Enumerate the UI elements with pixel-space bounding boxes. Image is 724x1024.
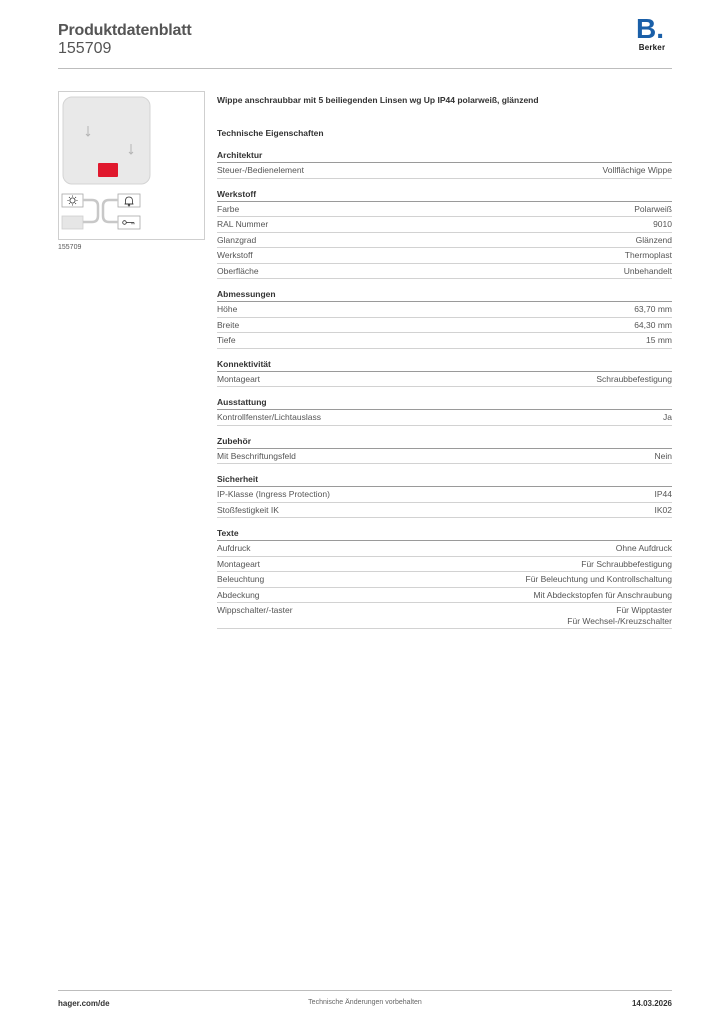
spec-value bbox=[534, 590, 672, 601]
spec-row bbox=[217, 264, 672, 280]
spec-value-line: Unbehandelt bbox=[623, 265, 672, 276]
section-heading: Werkstoff bbox=[217, 189, 672, 202]
lens-bell-option bbox=[118, 194, 140, 207]
spec-row bbox=[217, 503, 672, 519]
spec-row bbox=[217, 541, 672, 557]
spec-value bbox=[596, 374, 672, 385]
product-illustration bbox=[59, 92, 204, 239]
spec-value bbox=[567, 605, 672, 626]
page-header bbox=[58, 13, 672, 69]
spec-label: Wippschalter/-taster bbox=[217, 605, 293, 615]
spec-value-line: Polarweiß bbox=[634, 203, 672, 214]
spec-row bbox=[217, 318, 672, 334]
spec-value-line: Für Beleuchtung und Kontrollschaltung bbox=[525, 574, 672, 584]
section-heading: Sicherheit bbox=[217, 474, 672, 487]
spec-value bbox=[653, 219, 672, 230]
product-description: Wippe anschraubbar mit 5 beiliegenden Linsen wg Up IP44 polarweiß, glänzend bbox=[217, 95, 539, 105]
spec-row bbox=[217, 302, 672, 318]
spec-label: Beleuchtung bbox=[217, 574, 265, 584]
spec-label: Montageart bbox=[217, 373, 260, 384]
spec-section bbox=[217, 474, 672, 518]
spec-label: Farbe bbox=[217, 203, 240, 214]
spec-value bbox=[526, 574, 672, 585]
spec-label: Montageart bbox=[217, 558, 260, 569]
spec-row bbox=[217, 487, 672, 503]
spec-section bbox=[217, 189, 672, 280]
spec-label: IP-Klasse (Ingress Protection) bbox=[217, 489, 330, 499]
spec-value bbox=[624, 266, 672, 277]
spec-value bbox=[655, 489, 673, 500]
spec-value bbox=[634, 304, 672, 315]
spec-value bbox=[634, 320, 672, 331]
document-number: 155709 bbox=[58, 40, 112, 57]
logo-text: Berker bbox=[638, 43, 666, 52]
spec-value bbox=[663, 412, 672, 423]
spec-value-line: Für Wechsel-/Kreuzschalter bbox=[567, 615, 672, 626]
footer-website: hager.com/de bbox=[58, 999, 110, 1008]
spec-value-line: Für Schraubbefestigung bbox=[581, 558, 672, 569]
spec-value-line: Thermoplast bbox=[624, 250, 672, 260]
spec-value-line: IK02 bbox=[654, 504, 672, 515]
lens-connector bbox=[83, 200, 118, 222]
lens-options bbox=[62, 194, 140, 229]
section-heading: Texte bbox=[217, 528, 672, 541]
spec-value-line: 63,70 mm bbox=[634, 304, 672, 314]
spec-row bbox=[217, 233, 672, 249]
spec-section bbox=[217, 150, 672, 179]
logo-glyph: B. bbox=[636, 13, 664, 44]
spec-label: Oberfläche bbox=[217, 265, 259, 276]
product-image bbox=[58, 91, 205, 240]
spec-value bbox=[603, 165, 672, 176]
spec-value-line: Glänzend bbox=[635, 234, 672, 245]
spec-row bbox=[217, 603, 672, 629]
footer-date: 14.03.2026 bbox=[631, 999, 672, 1008]
section-heading: Abmessungen bbox=[217, 289, 672, 302]
spec-row bbox=[217, 588, 672, 604]
lens-blank-option bbox=[62, 216, 83, 229]
spec-label: Breite bbox=[217, 319, 240, 330]
spec-label: Kontrollfenster/Lichtauslass bbox=[217, 412, 321, 422]
spec-value-line: 15 mm bbox=[646, 335, 672, 345]
spec-section bbox=[217, 289, 672, 349]
spec-label: Glanzgrad bbox=[217, 234, 257, 245]
spec-label: RAL Nummer bbox=[217, 219, 269, 229]
spec-row bbox=[217, 217, 672, 233]
spec-row bbox=[217, 449, 672, 465]
spec-value-line: Nein bbox=[654, 450, 672, 461]
spec-label: Höhe bbox=[217, 304, 238, 314]
spec-label: Abdeckung bbox=[217, 589, 260, 600]
spec-value bbox=[625, 250, 672, 261]
spec-value-line: Ja bbox=[663, 412, 672, 422]
spec-section bbox=[217, 528, 672, 629]
spec-label: Aufdruck bbox=[217, 543, 251, 553]
spec-label: Werkstoff bbox=[217, 250, 253, 260]
spec-row bbox=[217, 333, 672, 349]
spec-row bbox=[217, 202, 672, 218]
spec-value-line: IP44 bbox=[654, 489, 672, 499]
section-heading: Zubehör bbox=[217, 436, 672, 449]
lens-window bbox=[98, 163, 118, 177]
spec-value bbox=[655, 505, 673, 516]
spec-section bbox=[217, 359, 672, 388]
spec-row bbox=[217, 410, 672, 426]
spec-value-line: 64,30 mm bbox=[634, 319, 672, 330]
page-footer bbox=[58, 990, 672, 1011]
spec-content bbox=[217, 95, 672, 639]
logo-mark bbox=[632, 13, 672, 44]
spec-section bbox=[217, 397, 672, 426]
spec-value bbox=[646, 335, 672, 346]
spec-row bbox=[217, 372, 672, 388]
spec-row bbox=[217, 557, 672, 573]
section-heading: Konnektivität bbox=[217, 359, 672, 372]
spec-value bbox=[636, 235, 672, 246]
document-title: Produktdatenblatt bbox=[58, 22, 192, 39]
spec-label: Tiefe bbox=[217, 335, 236, 345]
spec-sections bbox=[217, 150, 672, 629]
spec-value bbox=[581, 559, 672, 570]
footer-disclaimer: Technische Änderungen vorbehalten bbox=[308, 999, 422, 1006]
spec-value-line: Schraubbefestigung bbox=[596, 373, 672, 384]
spec-row bbox=[217, 572, 672, 588]
spec-value-line: Für Wipptaster bbox=[616, 605, 672, 615]
spec-value-line: Ohne Aufdruck bbox=[615, 543, 672, 553]
spec-value-line: Mit Abdeckstopfen für Anschraubung bbox=[533, 589, 672, 600]
spec-value bbox=[655, 451, 672, 462]
spec-value-line: 9010 bbox=[653, 219, 672, 229]
spec-value-line: Vollflächige Wippe bbox=[602, 165, 672, 175]
spec-value bbox=[634, 204, 672, 215]
spec-section bbox=[217, 436, 672, 465]
spec-row bbox=[217, 248, 672, 264]
spec-value bbox=[616, 543, 672, 554]
technical-properties-title: Technische Eigenschaften bbox=[217, 128, 324, 138]
section-heading: Ausstattung bbox=[217, 397, 672, 410]
section-heading: Architektur bbox=[217, 150, 672, 163]
spec-label: Steuer-/Bedienelement bbox=[217, 165, 304, 175]
brand-logo bbox=[632, 13, 672, 52]
spec-row bbox=[217, 163, 672, 179]
image-caption: 155709 bbox=[58, 244, 82, 251]
spec-label: Mit Beschriftungsfeld bbox=[217, 450, 296, 461]
spec-label: Stoßfestigkeit IK bbox=[217, 504, 279, 515]
